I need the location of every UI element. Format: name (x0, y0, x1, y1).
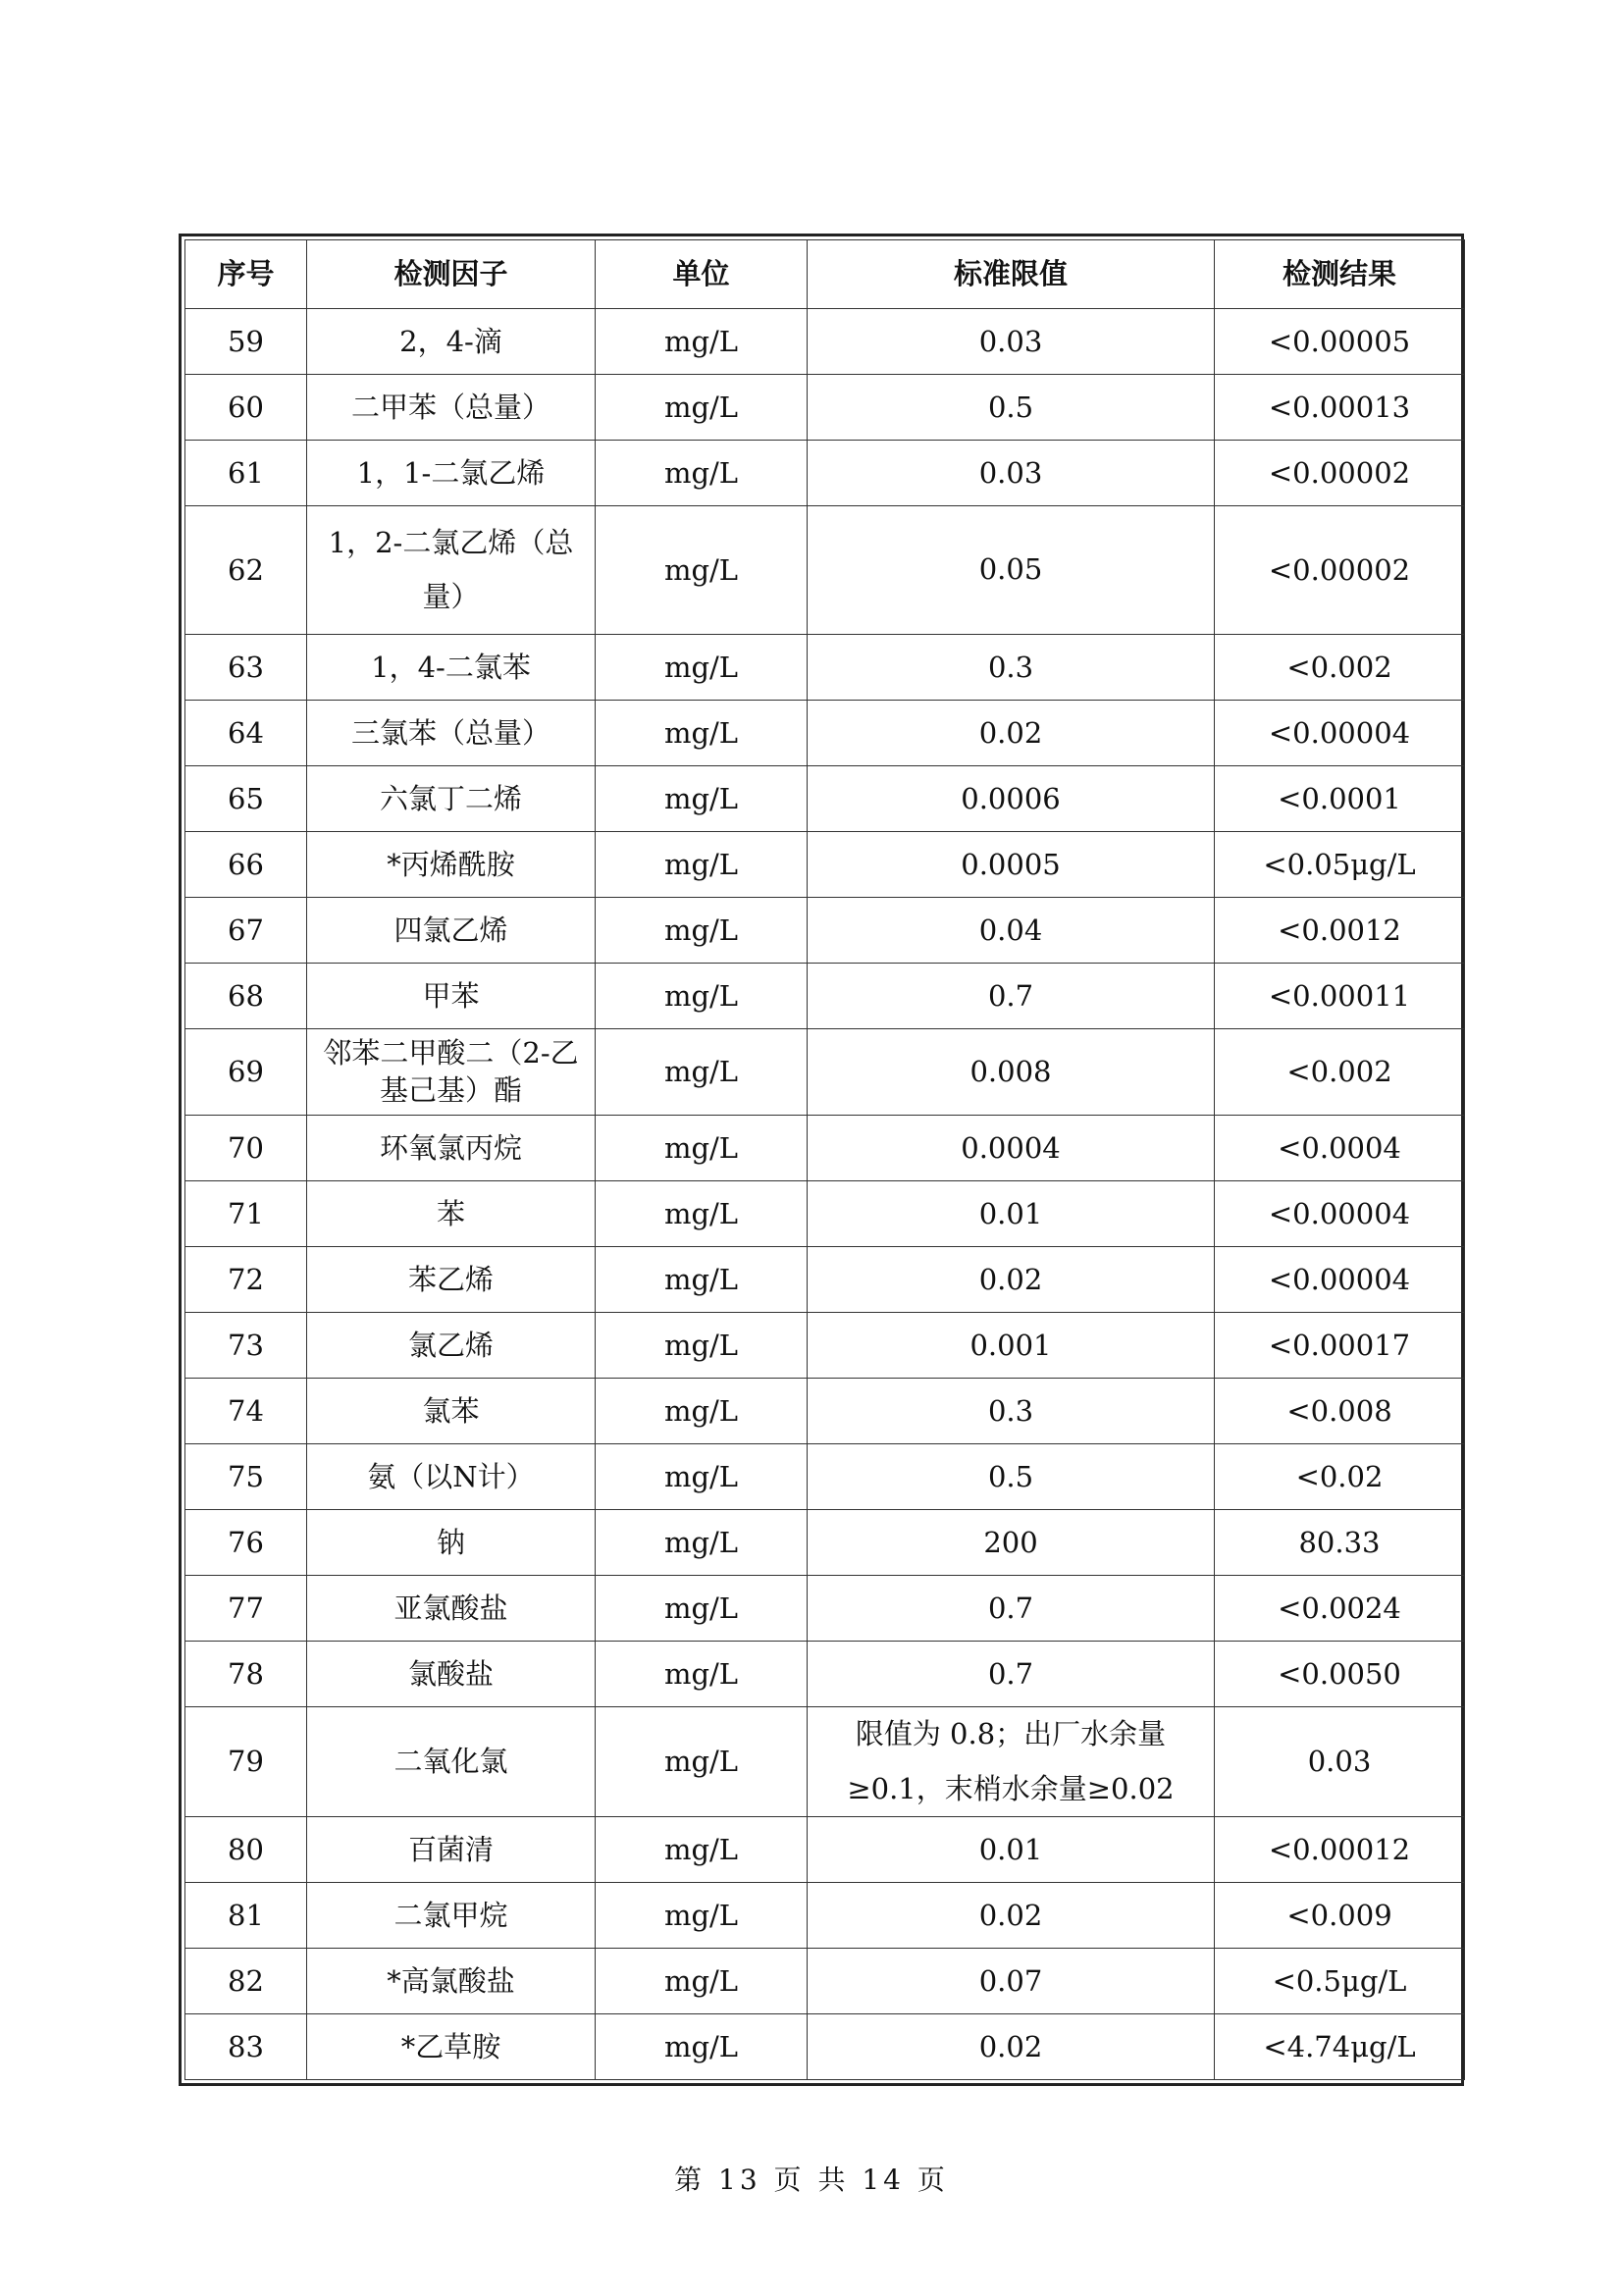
header-limit: 标准限值 (808, 240, 1215, 309)
cell-factor: 二甲苯（总量） (307, 375, 596, 441)
cell-result: <0.002 (1215, 1029, 1465, 1116)
cell-factor: 2，4-滴 (307, 309, 596, 375)
cell-factor: 三氯苯（总量） (307, 701, 596, 766)
cell-unit: mg/L (596, 1116, 808, 1181)
cell-unit: mg/L (596, 635, 808, 701)
table-row (185, 1313, 1465, 1379)
table-row (185, 309, 1465, 375)
cell-factor: 氯酸盐 (307, 1642, 596, 1707)
cell-result: <4.74μg/L (1215, 2014, 1465, 2080)
cell-limit: 0.02 (808, 2014, 1215, 2080)
cell-unit: mg/L (596, 701, 808, 766)
cell-no: 61 (185, 441, 307, 506)
cell-factor: 苯乙烯 (307, 1247, 596, 1313)
cell-no: 66 (185, 832, 307, 898)
cell-limit: 0.001 (808, 1313, 1215, 1379)
table-row (185, 964, 1465, 1029)
cell-no: 71 (185, 1181, 307, 1247)
cell-limit: 0.5 (808, 1444, 1215, 1510)
cell-no: 81 (185, 1883, 307, 1949)
cell-limit: 0.3 (808, 1379, 1215, 1444)
cell-limit: 0.04 (808, 898, 1215, 964)
cell-limit: 0.0006 (808, 766, 1215, 832)
cell-unit: mg/L (596, 1029, 808, 1116)
cell-no: 77 (185, 1576, 307, 1642)
cell-factor: 百菌清 (307, 1817, 596, 1883)
cell-result: <0.00004 (1215, 1247, 1465, 1313)
cell-unit: mg/L (596, 506, 808, 635)
cell-no: 80 (185, 1817, 307, 1883)
table-row (185, 701, 1465, 766)
cell-result: <0.00017 (1215, 1313, 1465, 1379)
table-row (185, 766, 1465, 832)
header-factor: 检测因子 (307, 240, 596, 309)
cell-factor: 环氧氯丙烷 (307, 1116, 596, 1181)
cell-factor: 氯苯 (307, 1379, 596, 1444)
table-row (185, 2014, 1465, 2080)
cell-no: 70 (185, 1116, 307, 1181)
cell-no: 78 (185, 1642, 307, 1707)
cell-factor: 氯乙烯 (307, 1313, 596, 1379)
cell-no: 68 (185, 964, 307, 1029)
cell-limit: 0.02 (808, 1247, 1215, 1313)
cell-limit: 0.7 (808, 1642, 1215, 1707)
cell-factor: 1，2-二氯乙烯（总量） (307, 506, 596, 635)
cell-unit: mg/L (596, 2014, 808, 2080)
table-row (185, 1707, 1465, 1817)
cell-result: <0.002 (1215, 635, 1465, 701)
table-header-row (185, 240, 1465, 309)
cell-factor: 钠 (307, 1510, 596, 1576)
cell-unit: mg/L (596, 1313, 808, 1379)
cell-result: <0.5μg/L (1215, 1949, 1465, 2014)
cell-factor: 四氯乙烯 (307, 898, 596, 964)
cell-limit: 0.0004 (808, 1116, 1215, 1181)
cell-limit: 0.3 (808, 635, 1215, 701)
cell-no: 62 (185, 506, 307, 635)
cell-result: <0.00013 (1215, 375, 1465, 441)
cell-result: <0.00004 (1215, 701, 1465, 766)
cell-result: <0.0050 (1215, 1642, 1465, 1707)
table-row (185, 441, 1465, 506)
results-table (184, 239, 1465, 2080)
cell-limit: 0.05 (808, 506, 1215, 635)
cell-factor: 苯 (307, 1181, 596, 1247)
cell-no: 59 (185, 309, 307, 375)
cell-unit: mg/L (596, 1949, 808, 2014)
cell-factor: *丙烯酰胺 (307, 832, 596, 898)
cell-factor: 六氯丁二烯 (307, 766, 596, 832)
cell-unit: mg/L (596, 1247, 808, 1313)
cell-limit: 0.02 (808, 1883, 1215, 1949)
table-row (185, 1817, 1465, 1883)
header-unit: 单位 (596, 240, 808, 309)
cell-unit: mg/L (596, 1510, 808, 1576)
table-row (185, 1883, 1465, 1949)
table-row (185, 1181, 1465, 1247)
cell-unit: mg/L (596, 1642, 808, 1707)
cell-unit: mg/L (596, 441, 808, 506)
cell-result: 0.03 (1215, 1707, 1465, 1817)
cell-no: 60 (185, 375, 307, 441)
table-row (185, 1576, 1465, 1642)
cell-result: <0.0024 (1215, 1576, 1465, 1642)
table-row (185, 1379, 1465, 1444)
cell-factor: 亚氯酸盐 (307, 1576, 596, 1642)
cell-result: <0.0004 (1215, 1116, 1465, 1181)
cell-no: 69 (185, 1029, 307, 1116)
cell-factor: *高氯酸盐 (307, 1949, 596, 2014)
cell-result: <0.00012 (1215, 1817, 1465, 1883)
cell-factor: 1，1-二氯乙烯 (307, 441, 596, 506)
cell-no: 72 (185, 1247, 307, 1313)
cell-limit: 限值为 0.8；出厂水余量≥0.1，末梢水余量≥0.02 (808, 1707, 1215, 1817)
cell-unit: mg/L (596, 375, 808, 441)
cell-result: <0.00004 (1215, 1181, 1465, 1247)
cell-no: 83 (185, 2014, 307, 2080)
cell-limit: 0.07 (808, 1949, 1215, 2014)
table-row (185, 1642, 1465, 1707)
cell-unit: mg/L (596, 964, 808, 1029)
cell-factor: 邻苯二甲酸二（2-乙基己基）酯 (307, 1029, 596, 1116)
header-no: 序号 (185, 240, 307, 309)
cell-unit: mg/L (596, 1883, 808, 1949)
results-table-frame (179, 234, 1464, 2086)
cell-no: 82 (185, 1949, 307, 2014)
cell-result: <0.00005 (1215, 309, 1465, 375)
table-row (185, 832, 1465, 898)
cell-no: 79 (185, 1707, 307, 1817)
cell-unit: mg/L (596, 1444, 808, 1510)
table-row (185, 1029, 1465, 1116)
cell-result: <0.00011 (1215, 964, 1465, 1029)
cell-no: 74 (185, 1379, 307, 1444)
table-row (185, 1116, 1465, 1181)
cell-result: 80.33 (1215, 1510, 1465, 1576)
table-row (185, 1949, 1465, 2014)
cell-unit: mg/L (596, 1707, 808, 1817)
cell-factor: 氨（以N计） (307, 1444, 596, 1510)
header-result: 检测结果 (1215, 240, 1465, 309)
table-row (185, 898, 1465, 964)
table-row (185, 635, 1465, 701)
cell-limit: 0.01 (808, 1181, 1215, 1247)
cell-unit: mg/L (596, 309, 808, 375)
cell-limit: 0.03 (808, 309, 1215, 375)
table-row (185, 1247, 1465, 1313)
cell-no: 73 (185, 1313, 307, 1379)
cell-factor: *乙草胺 (307, 2014, 596, 2080)
page-number: 第 13 页 共 14 页 (674, 2164, 949, 2196)
cell-limit: 0.7 (808, 964, 1215, 1029)
cell-result: <0.02 (1215, 1444, 1465, 1510)
cell-limit: 0.7 (808, 1576, 1215, 1642)
cell-limit: 0.02 (808, 701, 1215, 766)
cell-limit: 200 (808, 1510, 1215, 1576)
cell-unit: mg/L (596, 1576, 808, 1642)
table-row (185, 506, 1465, 635)
cell-unit: mg/L (596, 832, 808, 898)
cell-no: 64 (185, 701, 307, 766)
table-row (185, 1510, 1465, 1576)
cell-limit: 0.008 (808, 1029, 1215, 1116)
cell-result: <0.0001 (1215, 766, 1465, 832)
cell-no: 76 (185, 1510, 307, 1576)
cell-result: <0.05μg/L (1215, 832, 1465, 898)
cell-no: 75 (185, 1444, 307, 1510)
cell-result: <0.00002 (1215, 506, 1465, 635)
cell-unit: mg/L (596, 898, 808, 964)
table-row (185, 1444, 1465, 1510)
cell-result: <0.00002 (1215, 441, 1465, 506)
cell-no: 63 (185, 635, 307, 701)
cell-limit: 0.01 (808, 1817, 1215, 1883)
cell-result: <0.0012 (1215, 898, 1465, 964)
cell-factor: 二氧化氯 (307, 1707, 596, 1817)
table-row (185, 375, 1465, 441)
cell-factor: 1，4-二氯苯 (307, 635, 596, 701)
cell-factor: 甲苯 (307, 964, 596, 1029)
cell-limit: 0.0005 (808, 832, 1215, 898)
cell-limit: 0.5 (808, 375, 1215, 441)
cell-factor: 二氯甲烷 (307, 1883, 596, 1949)
cell-result: <0.008 (1215, 1379, 1465, 1444)
cell-no: 65 (185, 766, 307, 832)
cell-unit: mg/L (596, 1379, 808, 1444)
cell-no: 67 (185, 898, 307, 964)
cell-result: <0.009 (1215, 1883, 1465, 1949)
cell-limit: 0.03 (808, 441, 1215, 506)
cell-unit: mg/L (596, 1817, 808, 1883)
cell-unit: mg/L (596, 1181, 808, 1247)
cell-unit: mg/L (596, 766, 808, 832)
